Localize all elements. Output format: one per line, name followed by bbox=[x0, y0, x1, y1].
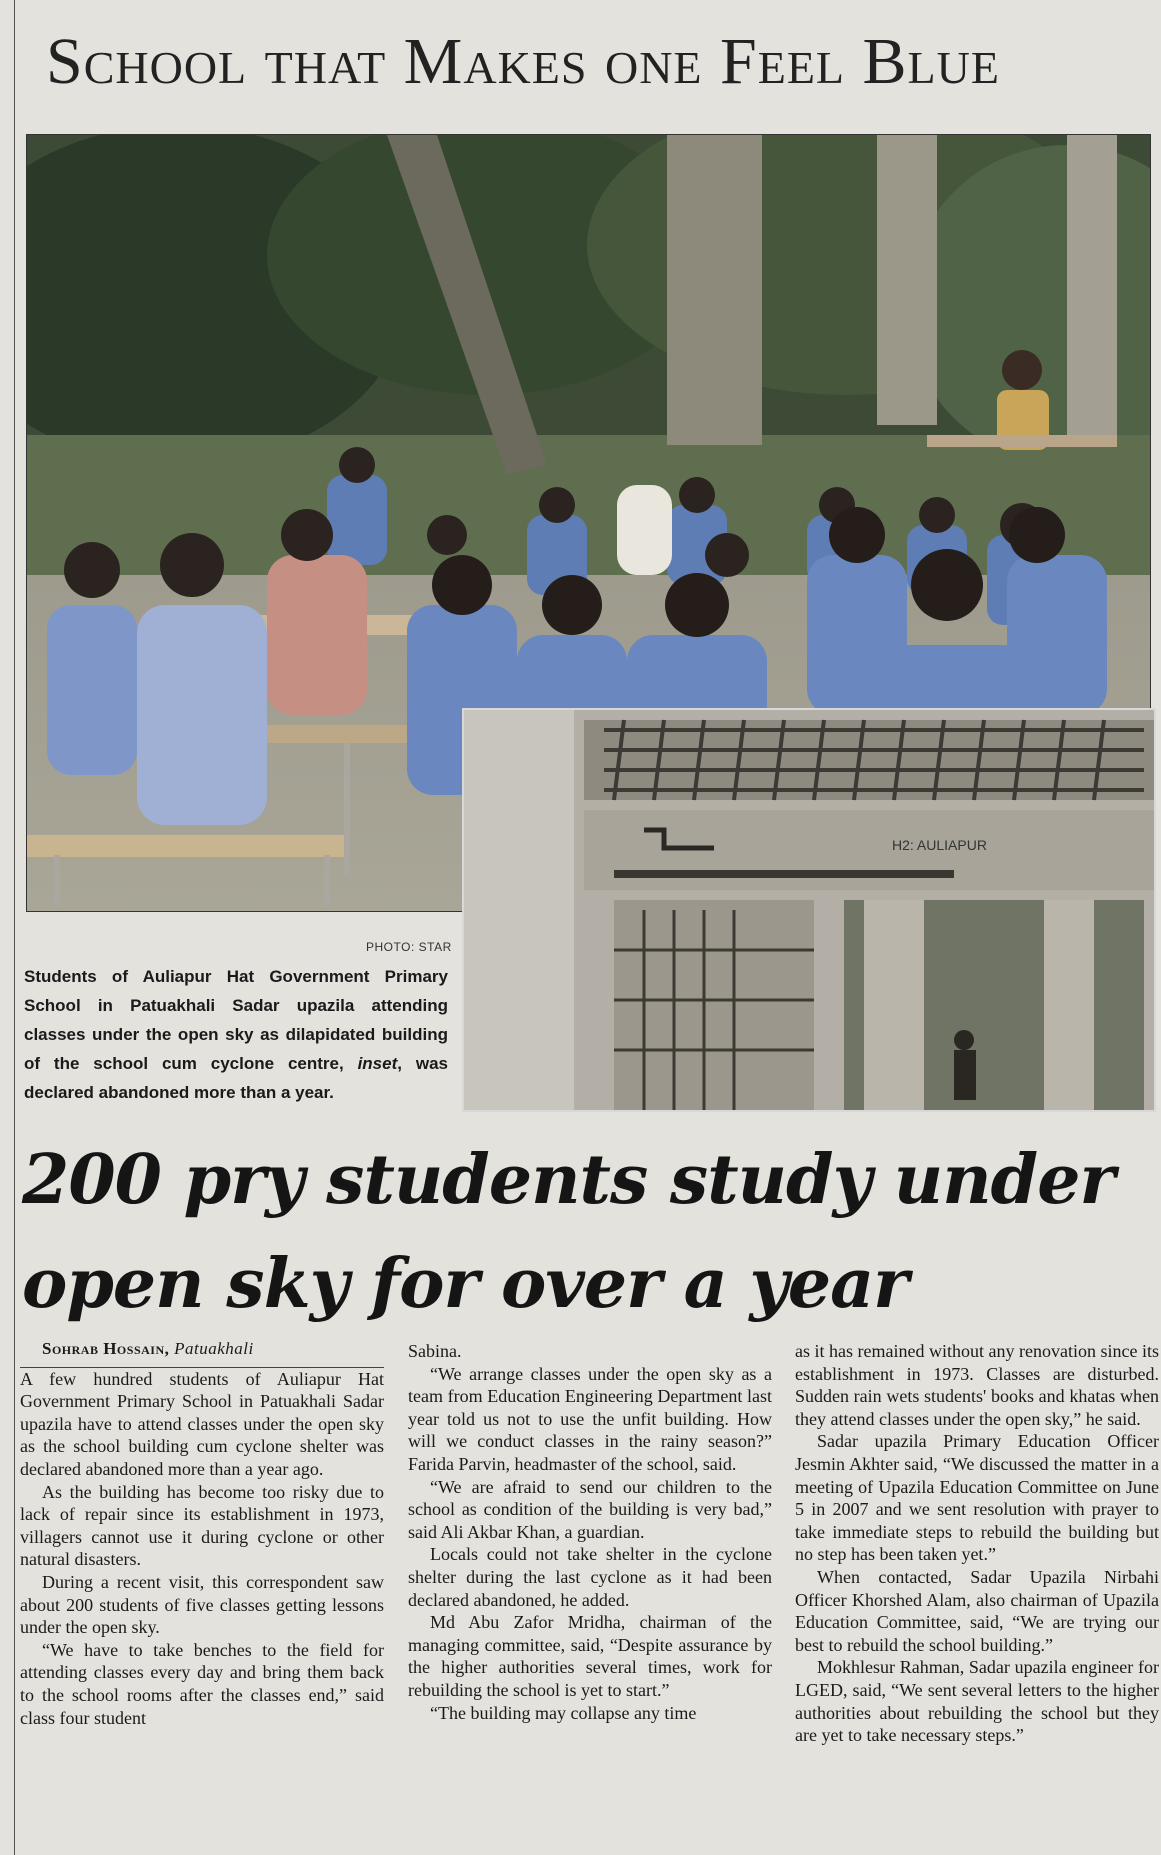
caption-text-1: Students of Auliapur Hat Government Primary School in Patuakhali Sadar upazila attending classes under the open sky as dilapidated building of the school cum cyclone centre, bbox=[24, 967, 448, 1073]
paragraph: Sabina. bbox=[408, 1341, 462, 1361]
paragraph: Locals could not take shelter in the cyclone shelter during the last cyclone as it had been declared abandoned, he added. bbox=[408, 1544, 772, 1610]
paragraph: “We have to take benches to the field for attending classes every day and bring them back to the school rooms after the classes end,” said class four student bbox=[20, 1639, 384, 1728]
headline: 200 pry students study under open sky for over a year bbox=[22, 1140, 1115, 1324]
article-column-1 bbox=[20, 1338, 384, 1729]
byline-place: Patuakhali bbox=[174, 1339, 254, 1358]
paragraph: “We are afraid to send our children to the school as condition of the building is very bad,” said Ali Akbar Khan, a guardian. bbox=[408, 1476, 772, 1542]
paragraph: Sadar upazila Primary Education Officer Jesmin Akhter said, “We discussed the matter in a meeting of Upazila Education Committee on June 5 in 2007 and we sent resolution with prayer to take immediate steps to rebuild the building but no step has been taken yet.” bbox=[795, 1431, 1159, 1565]
article-column-3 bbox=[795, 1340, 1159, 1747]
page-edge-rule bbox=[14, 0, 15, 1855]
paragraph: as it has remained without any renovation since its establishment in 1973. Classes are disturbed. Sudden rain wets students' books and khatas when they attend classes under the open sky,” he said. bbox=[795, 1341, 1159, 1429]
byline-author: Sohrab Hossain, bbox=[42, 1339, 170, 1358]
kicker-title: School that Makes one Feel Blue bbox=[46, 25, 1000, 98]
caption-text-2: , was declared abandoned more than a year. bbox=[24, 1054, 448, 1102]
paragraph: Md Abu Zafor Mridha, chairman of the managing committee, said, “Despite assurance by the higher authorities several times, work for rebuilding the school is yet to start.” bbox=[408, 1612, 772, 1700]
dilapidated-building-illustration bbox=[464, 710, 1154, 1110]
photo-caption bbox=[24, 962, 448, 1107]
inset-wall-text: H2: AULIAPUR bbox=[892, 837, 987, 853]
paragraph: A few hundred students of Auliapur Hat Government Primary School in Patuakhali Sadar upazila have to attend classes under the open sky as the school building cum cyclone shelter was declared abandoned more than a year ago. bbox=[20, 1368, 384, 1479]
article-column-2 bbox=[408, 1340, 772, 1724]
paragraph: As the building has become too risky due to lack of repair since its establishment in 1973, villagers cannot use it during cyclone or other natural disasters. bbox=[20, 1481, 384, 1570]
photo-credit: PHOTO: STAR bbox=[366, 940, 452, 954]
paragraph: “The building may collapse any time bbox=[430, 1702, 697, 1723]
paragraph: When contacted, Sadar Upazila Nirbahi Officer Khorshed Alam, also chairman of Upazila Education Committee, said, “We are trying our best to rebuild the school building.” bbox=[795, 1566, 1159, 1655]
paragraph: During a recent visit, this correspondent saw about 200 students of five classes getting lessons under the open sky. bbox=[20, 1571, 384, 1638]
inset-photo bbox=[462, 708, 1156, 1112]
paragraph: “We arrange classes under the open sky as a team from Education Engineering Department last year told us not to use the unfit building. How will we conduct classes in the rainy season?” Farida Parvin, headmaster of the school, said. bbox=[408, 1363, 772, 1474]
byline bbox=[20, 1338, 384, 1368]
caption-text-inset: inset bbox=[357, 1054, 398, 1073]
paragraph: Mokhlesur Rahman, Sadar upazila engineer for LGED, said, “We sent several letters to the higher authorities about rebuilding the school but they are yet to take necessary steps.” bbox=[795, 1657, 1159, 1746]
